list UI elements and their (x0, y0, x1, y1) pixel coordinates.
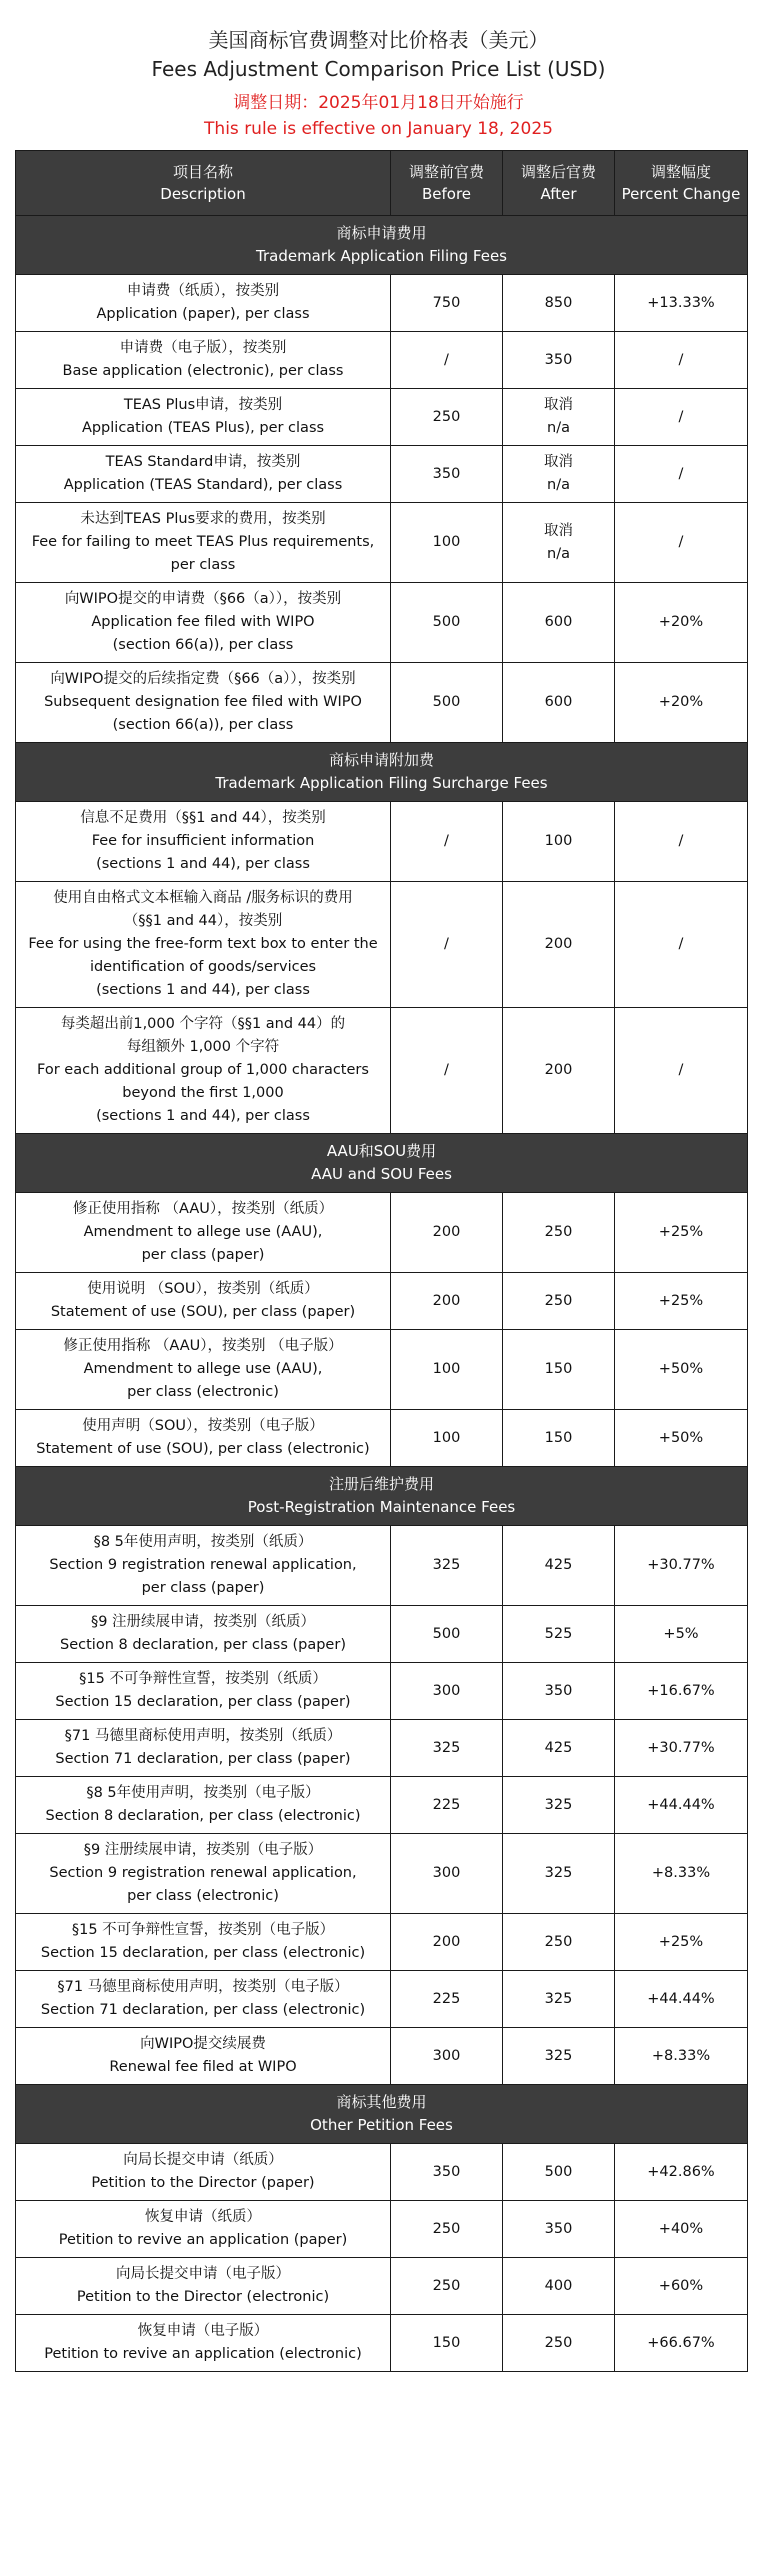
after-value: 425 (544, 1557, 573, 1573)
description-line: beyond the first 1,000 (122, 1085, 284, 1101)
after-value: 250 (544, 2334, 573, 2351)
description-line: Amendment to allege use (AAU), (83, 1224, 323, 1240)
column-header-after (503, 151, 615, 216)
after-value: 500 (544, 2163, 573, 2180)
cell-after (503, 1008, 615, 1134)
description-line: Application (paper), per class (96, 306, 310, 322)
cell-before: / (391, 882, 503, 1008)
description-line: 修正使用指称 （AAU），按类别（纸质） (72, 1201, 334, 1217)
after-value: 取消 (544, 454, 573, 470)
cell-description (16, 1330, 391, 1410)
description-line: §15 不可争辩性宣誓，按类别（电子版） (71, 1922, 335, 1938)
after-value: 250 (544, 1292, 573, 1309)
after-value: 取消 (544, 522, 573, 539)
cell-percent-change: +60% (615, 2258, 748, 2315)
section-title-en: Trademark Application Filing Surcharge Fees (215, 774, 548, 792)
table-row (16, 2144, 748, 2201)
after-value: n/a (547, 420, 570, 436)
cell-description (16, 1914, 391, 1971)
cell-after (503, 2258, 615, 2315)
cell-percent-change: +50% (615, 1410, 748, 1467)
description-line: 向WIPO提交的申请费（§66（a）），按类别 (64, 591, 342, 607)
description-line: (sections 1 and 44), per class (96, 856, 310, 872)
column-header-description (16, 151, 391, 216)
description-line: 恢复申请（电子版） (137, 2323, 269, 2339)
section-header (16, 216, 748, 275)
table-row (16, 1606, 748, 1663)
cell-after (503, 1834, 615, 1914)
description-line: Petition to revive an application (electronic) (44, 2346, 362, 2362)
cell-before: / (391, 1008, 503, 1134)
cell-before: 100 (391, 503, 503, 583)
column-header-en: Before (421, 185, 472, 203)
after-value: 350 (544, 2220, 573, 2237)
cell-before: 300 (391, 1834, 503, 1914)
cell-description (16, 1777, 391, 1834)
cell-percent-change: +44.44% (615, 1777, 748, 1834)
cell-percent-change: / (615, 389, 748, 446)
table-row (16, 1330, 748, 1410)
cell-after (503, 2028, 615, 2085)
column-header-cn: 调整幅度 (650, 163, 711, 181)
description-line: TEAS Standard申请，按类别 (105, 454, 301, 470)
cell-after (503, 2201, 615, 2258)
section-title-cn: 商标申请附加费 (328, 751, 434, 769)
cell-before: 500 (391, 663, 503, 743)
table-row (16, 389, 748, 446)
after-value: 200 (544, 936, 573, 952)
description-line: §8 5年使用声明，按类别（电子版） (86, 1785, 320, 1801)
table-row (16, 275, 748, 332)
description-line: §9 注册续展申请，按类别（电子版） (83, 1842, 323, 1858)
cell-description (16, 1606, 391, 1663)
cell-description (16, 2028, 391, 2085)
description-line: 每类超出前1,000 个字符（§§1 and 44）的 (60, 1016, 346, 1032)
cell-before: 325 (391, 1720, 503, 1777)
description-line: （§§1 and 44），按类别 (123, 913, 283, 929)
cell-after (503, 1663, 615, 1720)
description-line: per class (paper) (141, 1580, 265, 1596)
title-chinese: 美国商标官费调整对比价格表（美元） (208, 28, 549, 52)
section-header-row (16, 743, 748, 802)
cell-description (16, 446, 391, 503)
description-line: §71 马德里商标使用声明，按类别（电子版） (57, 1979, 349, 1995)
cell-description (16, 1410, 391, 1467)
after-value: 600 (544, 694, 573, 710)
after-value: 250 (544, 1224, 573, 1240)
description-line: §71 马德里商标使用声明，按类别（纸质） (64, 1728, 342, 1744)
cell-after (503, 1777, 615, 1834)
cell-before: 200 (391, 1193, 503, 1273)
table-row (16, 503, 748, 583)
cell-before: 225 (391, 1777, 503, 1834)
cell-after (503, 802, 615, 882)
cell-after (503, 1330, 615, 1410)
description-line: For each additional group of 1,000 characters (37, 1062, 369, 1078)
table-row (16, 2258, 748, 2315)
after-value: 350 (544, 351, 573, 368)
cell-after (503, 446, 615, 503)
cell-before: 300 (391, 1663, 503, 1720)
section-header (16, 743, 748, 802)
description-line: Application fee filed with WIPO (91, 614, 315, 630)
description-line: identification of goods/services (89, 959, 317, 975)
after-value: 100 (544, 833, 573, 849)
cell-percent-change: +25% (615, 1914, 748, 1971)
cell-before: 250 (391, 389, 503, 446)
cell-after (503, 882, 615, 1008)
after-value: 325 (544, 1865, 573, 1881)
after-value: 425 (544, 1739, 573, 1756)
section-header (16, 2085, 748, 2144)
column-header-en: Description (160, 185, 246, 203)
description-line: TEAS Plus申请，按类别 (123, 397, 283, 413)
table-row (16, 2201, 748, 2258)
description-line: 恢复申请（纸质） (145, 2209, 261, 2225)
description-line: per class (electronic) (127, 1888, 279, 1904)
cell-percent-change: +25% (615, 1273, 748, 1330)
cell-percent-change: +8.33% (615, 1834, 748, 1914)
cell-percent-change: +30.77% (615, 1720, 748, 1777)
cell-description (16, 2315, 391, 2372)
column-header-percent-change (615, 151, 748, 216)
cell-description (16, 2201, 391, 2258)
after-value: 400 (544, 2277, 573, 2294)
table-row (16, 663, 748, 743)
description-line: 信息不足费用（§§1 and 44），按类别 (80, 810, 326, 826)
description-line: Section 9 registration renewal application, (49, 1557, 357, 1573)
table-row (16, 1971, 748, 2028)
cell-percent-change: +13.33% (615, 275, 748, 332)
description-line: Section 71 declaration, per class (electronic) (40, 2002, 366, 2018)
table-row (16, 1526, 748, 1606)
description-line: 向局长提交申请（电子版） (116, 2266, 290, 2282)
section-title-en: Other Petition Fees (310, 2116, 453, 2134)
column-header-cn: 项目名称 (172, 163, 233, 181)
cell-description (16, 389, 391, 446)
section-header (16, 1134, 748, 1193)
cell-percent-change: / (615, 882, 748, 1008)
cell-percent-change: +44.44% (615, 1971, 748, 2028)
description-line: Fee for insufficient information (91, 833, 315, 849)
section-title-cn: 商标申请费用 (336, 224, 427, 242)
table-row (16, 802, 748, 882)
table-row (16, 1663, 748, 1720)
description-line: Section 15 declaration, per class (electronic) (40, 1945, 366, 1961)
cell-percent-change: +20% (615, 663, 748, 743)
description-line: Base application (electronic), per class (62, 363, 344, 379)
table-row (16, 2315, 748, 2372)
description-line: Subsequent designation fee filed with WIPO (44, 694, 362, 710)
table-row (16, 332, 748, 389)
table-row (16, 446, 748, 503)
description-line: 申请费（纸质），按类别 (126, 283, 280, 299)
title-english: Fees Adjustment Comparison Price List (USD) (151, 57, 606, 81)
fee-table-body (16, 216, 748, 2372)
description-line: 使用声明（SOU），按类别（电子版） (82, 1418, 324, 1434)
description-line: (section 66(a)), per class (112, 717, 294, 733)
description-line: §8 5年使用声明，按类别（纸质） (93, 1534, 313, 1550)
cell-description (16, 882, 391, 1008)
description-line: per class (170, 557, 236, 573)
cell-after (503, 1410, 615, 1467)
cell-before: 250 (391, 2258, 503, 2315)
cell-after (503, 663, 615, 743)
description-line: Section 8 declaration, per class (electronic) (45, 1808, 361, 1824)
cell-before: 325 (391, 1526, 503, 1606)
after-value: 600 (544, 614, 573, 630)
description-line: Statement of use (SOU), per class (paper) (50, 1304, 356, 1320)
table-row (16, 1410, 748, 1467)
cell-before: 500 (391, 1606, 503, 1663)
cell-description (16, 1663, 391, 1720)
column-header-before (391, 151, 503, 216)
table-row (16, 1008, 748, 1134)
cell-after (503, 1526, 615, 1606)
cell-percent-change: +42.86% (615, 2144, 748, 2201)
section-header-row (16, 216, 748, 275)
description-line: Petition to the Director (paper) (91, 2175, 315, 2191)
effective-date-english: This rule is effective on January 18, 2025 (204, 119, 553, 139)
effective-date-chinese: 调整日期：2025年01月18日开始施行 (233, 93, 524, 113)
cell-description (16, 2144, 391, 2201)
description-line: 未达到TEAS Plus要求的费用，按类别 (80, 511, 326, 527)
description-line: Application (TEAS Plus), per class (81, 420, 325, 436)
cell-percent-change: +20% (615, 583, 748, 663)
cell-percent-change: / (615, 1008, 748, 1134)
description-line: 每组额外 1,000 个字符 (126, 1039, 280, 1055)
cell-percent-change: / (615, 503, 748, 583)
after-value: 取消 (544, 397, 573, 413)
cell-before: 200 (391, 1914, 503, 1971)
table-row (16, 583, 748, 663)
description-line: 修正使用指称 （AAU），按类别 （电子版） (63, 1338, 343, 1354)
after-value: 250 (544, 1933, 573, 1950)
cell-description (16, 1273, 391, 1330)
section-header-row (16, 2085, 748, 2144)
after-value: 325 (544, 1990, 573, 2007)
cell-description (16, 663, 391, 743)
cell-percent-change: +66.67% (615, 2315, 748, 2372)
cell-before: 750 (391, 275, 503, 332)
column-header-cn: 调整后官费 (520, 163, 596, 181)
description-line: per class (paper) (141, 1247, 265, 1263)
description-line: Section 9 registration renewal application, (49, 1865, 357, 1881)
table-row (16, 1193, 748, 1273)
description-line: (sections 1 and 44), per class (96, 1108, 310, 1124)
section-title-cn: AAU和SOU费用 (326, 1142, 437, 1160)
table-row (16, 1834, 748, 1914)
description-line: §15 不可争辩性宣誓，按类别（纸质） (79, 1671, 327, 1687)
cell-after (503, 2144, 615, 2201)
column-header-en: After (540, 185, 577, 203)
cell-percent-change: / (615, 332, 748, 389)
description-line: (sections 1 and 44), per class (96, 982, 310, 998)
description-line: Fee for failing to meet TEAS Plus requirements, (31, 534, 375, 550)
section-header-row (16, 1134, 748, 1193)
cell-description (16, 802, 391, 882)
cell-description (16, 1720, 391, 1777)
after-value: 350 (544, 1682, 573, 1699)
cell-percent-change: / (615, 802, 748, 882)
table-row (16, 1273, 748, 1330)
description-line: 向局长提交申请（纸质） (123, 2152, 283, 2168)
cell-after (503, 1914, 615, 1971)
cell-before: 150 (391, 2315, 503, 2372)
cell-description (16, 2258, 391, 2315)
cell-percent-change: +25% (615, 1193, 748, 1273)
after-value: 325 (544, 2047, 573, 2064)
cell-percent-change: +16.67% (615, 1663, 748, 1720)
cell-after (503, 1720, 615, 1777)
cell-after (503, 583, 615, 663)
after-value: 525 (544, 1625, 573, 1642)
cell-percent-change: +30.77% (615, 1526, 748, 1606)
table-row (16, 2028, 748, 2085)
description-line: Section 71 declaration, per class (paper) (55, 1751, 351, 1767)
after-value: n/a (547, 545, 570, 562)
cell-description (16, 583, 391, 663)
cell-before: 200 (391, 1273, 503, 1330)
cell-percent-change: +50% (615, 1330, 748, 1410)
section-header (16, 1467, 748, 1526)
cell-before: / (391, 802, 503, 882)
description-line: Fee for using the free-form text box to enter the (28, 936, 378, 952)
fee-table (15, 150, 748, 2372)
table-row (16, 1720, 748, 1777)
cell-after (503, 2315, 615, 2372)
description-line: 申请费（电子版），按类别 (119, 340, 287, 356)
after-value: 325 (544, 1796, 573, 1813)
cell-before: / (391, 332, 503, 389)
cell-before: 350 (391, 446, 503, 503)
section-header-row (16, 1467, 748, 1526)
cell-before: 350 (391, 2144, 503, 2201)
description-line: (section 66(a)), per class (112, 637, 294, 653)
cell-before: 100 (391, 1410, 503, 1467)
table-row (16, 1914, 748, 1971)
column-header-en: Percent Change (621, 185, 741, 203)
cell-after (503, 275, 615, 332)
description-line: Amendment to allege use (AAU), (83, 1361, 323, 1377)
cell-before: 100 (391, 1330, 503, 1410)
cell-before: 500 (391, 583, 503, 663)
cell-before: 300 (391, 2028, 503, 2085)
cell-percent-change: +40% (615, 2201, 748, 2258)
description-line: 向WIPO提交续展费 (140, 2036, 266, 2052)
column-header-cn: 调整前官费 (408, 163, 484, 181)
cell-before: 250 (391, 2201, 503, 2258)
section-title-en: Post-Registration Maintenance Fees (247, 1498, 516, 1516)
description-line: Renewal fee filed at WIPO (109, 2059, 297, 2075)
table-header-row (16, 151, 748, 216)
cell-after (503, 1193, 615, 1273)
description-line: Statement of use (SOU), per class (electronic) (36, 1441, 370, 1457)
section-title-en: AAU and SOU Fees (311, 1165, 452, 1183)
table-row (16, 882, 748, 1008)
table-row (16, 1777, 748, 1834)
section-title-cn: 商标其他费用 (336, 2093, 427, 2111)
description-line: Section 8 declaration, per class (paper) (60, 1637, 346, 1653)
cell-description (16, 1834, 391, 1914)
section-title-cn: 注册后维护费用 (328, 1475, 434, 1493)
cell-description (16, 1008, 391, 1134)
cell-after (503, 503, 615, 583)
description-line: 向WIPO提交的后续指定费（§66（a）），按类别 (50, 671, 356, 687)
cell-after (503, 332, 615, 389)
page-header (0, 0, 757, 150)
description-line: 使用自由格式文本框输入商品 /服务标识的费用 (53, 890, 353, 906)
cell-after (503, 1606, 615, 1663)
cell-percent-change: / (615, 446, 748, 503)
after-value: 150 (544, 1361, 573, 1377)
after-value: 200 (544, 1062, 573, 1078)
description-line: 使用说明 （SOU），按类别（纸质） (87, 1281, 319, 1297)
cell-before: 225 (391, 1971, 503, 2028)
cell-percent-change: +8.33% (615, 2028, 748, 2085)
after-value: 150 (544, 1429, 573, 1446)
cell-after (503, 1971, 615, 2028)
description-line: Section 15 declaration, per class (paper) (55, 1694, 351, 1710)
cell-description (16, 275, 391, 332)
after-value: 850 (544, 294, 573, 311)
cell-after (503, 389, 615, 446)
cell-description (16, 332, 391, 389)
cell-description (16, 1526, 391, 1606)
cell-description (16, 1971, 391, 2028)
description-line: Petition to revive an application (paper) (58, 2232, 348, 2248)
cell-description (16, 1193, 391, 1273)
description-line: §9 注册续展申请，按类别（纸质） (90, 1614, 316, 1630)
cell-description (16, 503, 391, 583)
cell-percent-change: +5% (615, 1606, 748, 1663)
after-value: n/a (547, 477, 570, 493)
description-line: Application (TEAS Standard), per class (63, 477, 343, 493)
section-title-en: Trademark Application Filing Fees (256, 247, 507, 265)
description-line: Petition to the Director (electronic) (76, 2289, 330, 2305)
description-line: per class (electronic) (127, 1384, 279, 1400)
cell-after (503, 1273, 615, 1330)
